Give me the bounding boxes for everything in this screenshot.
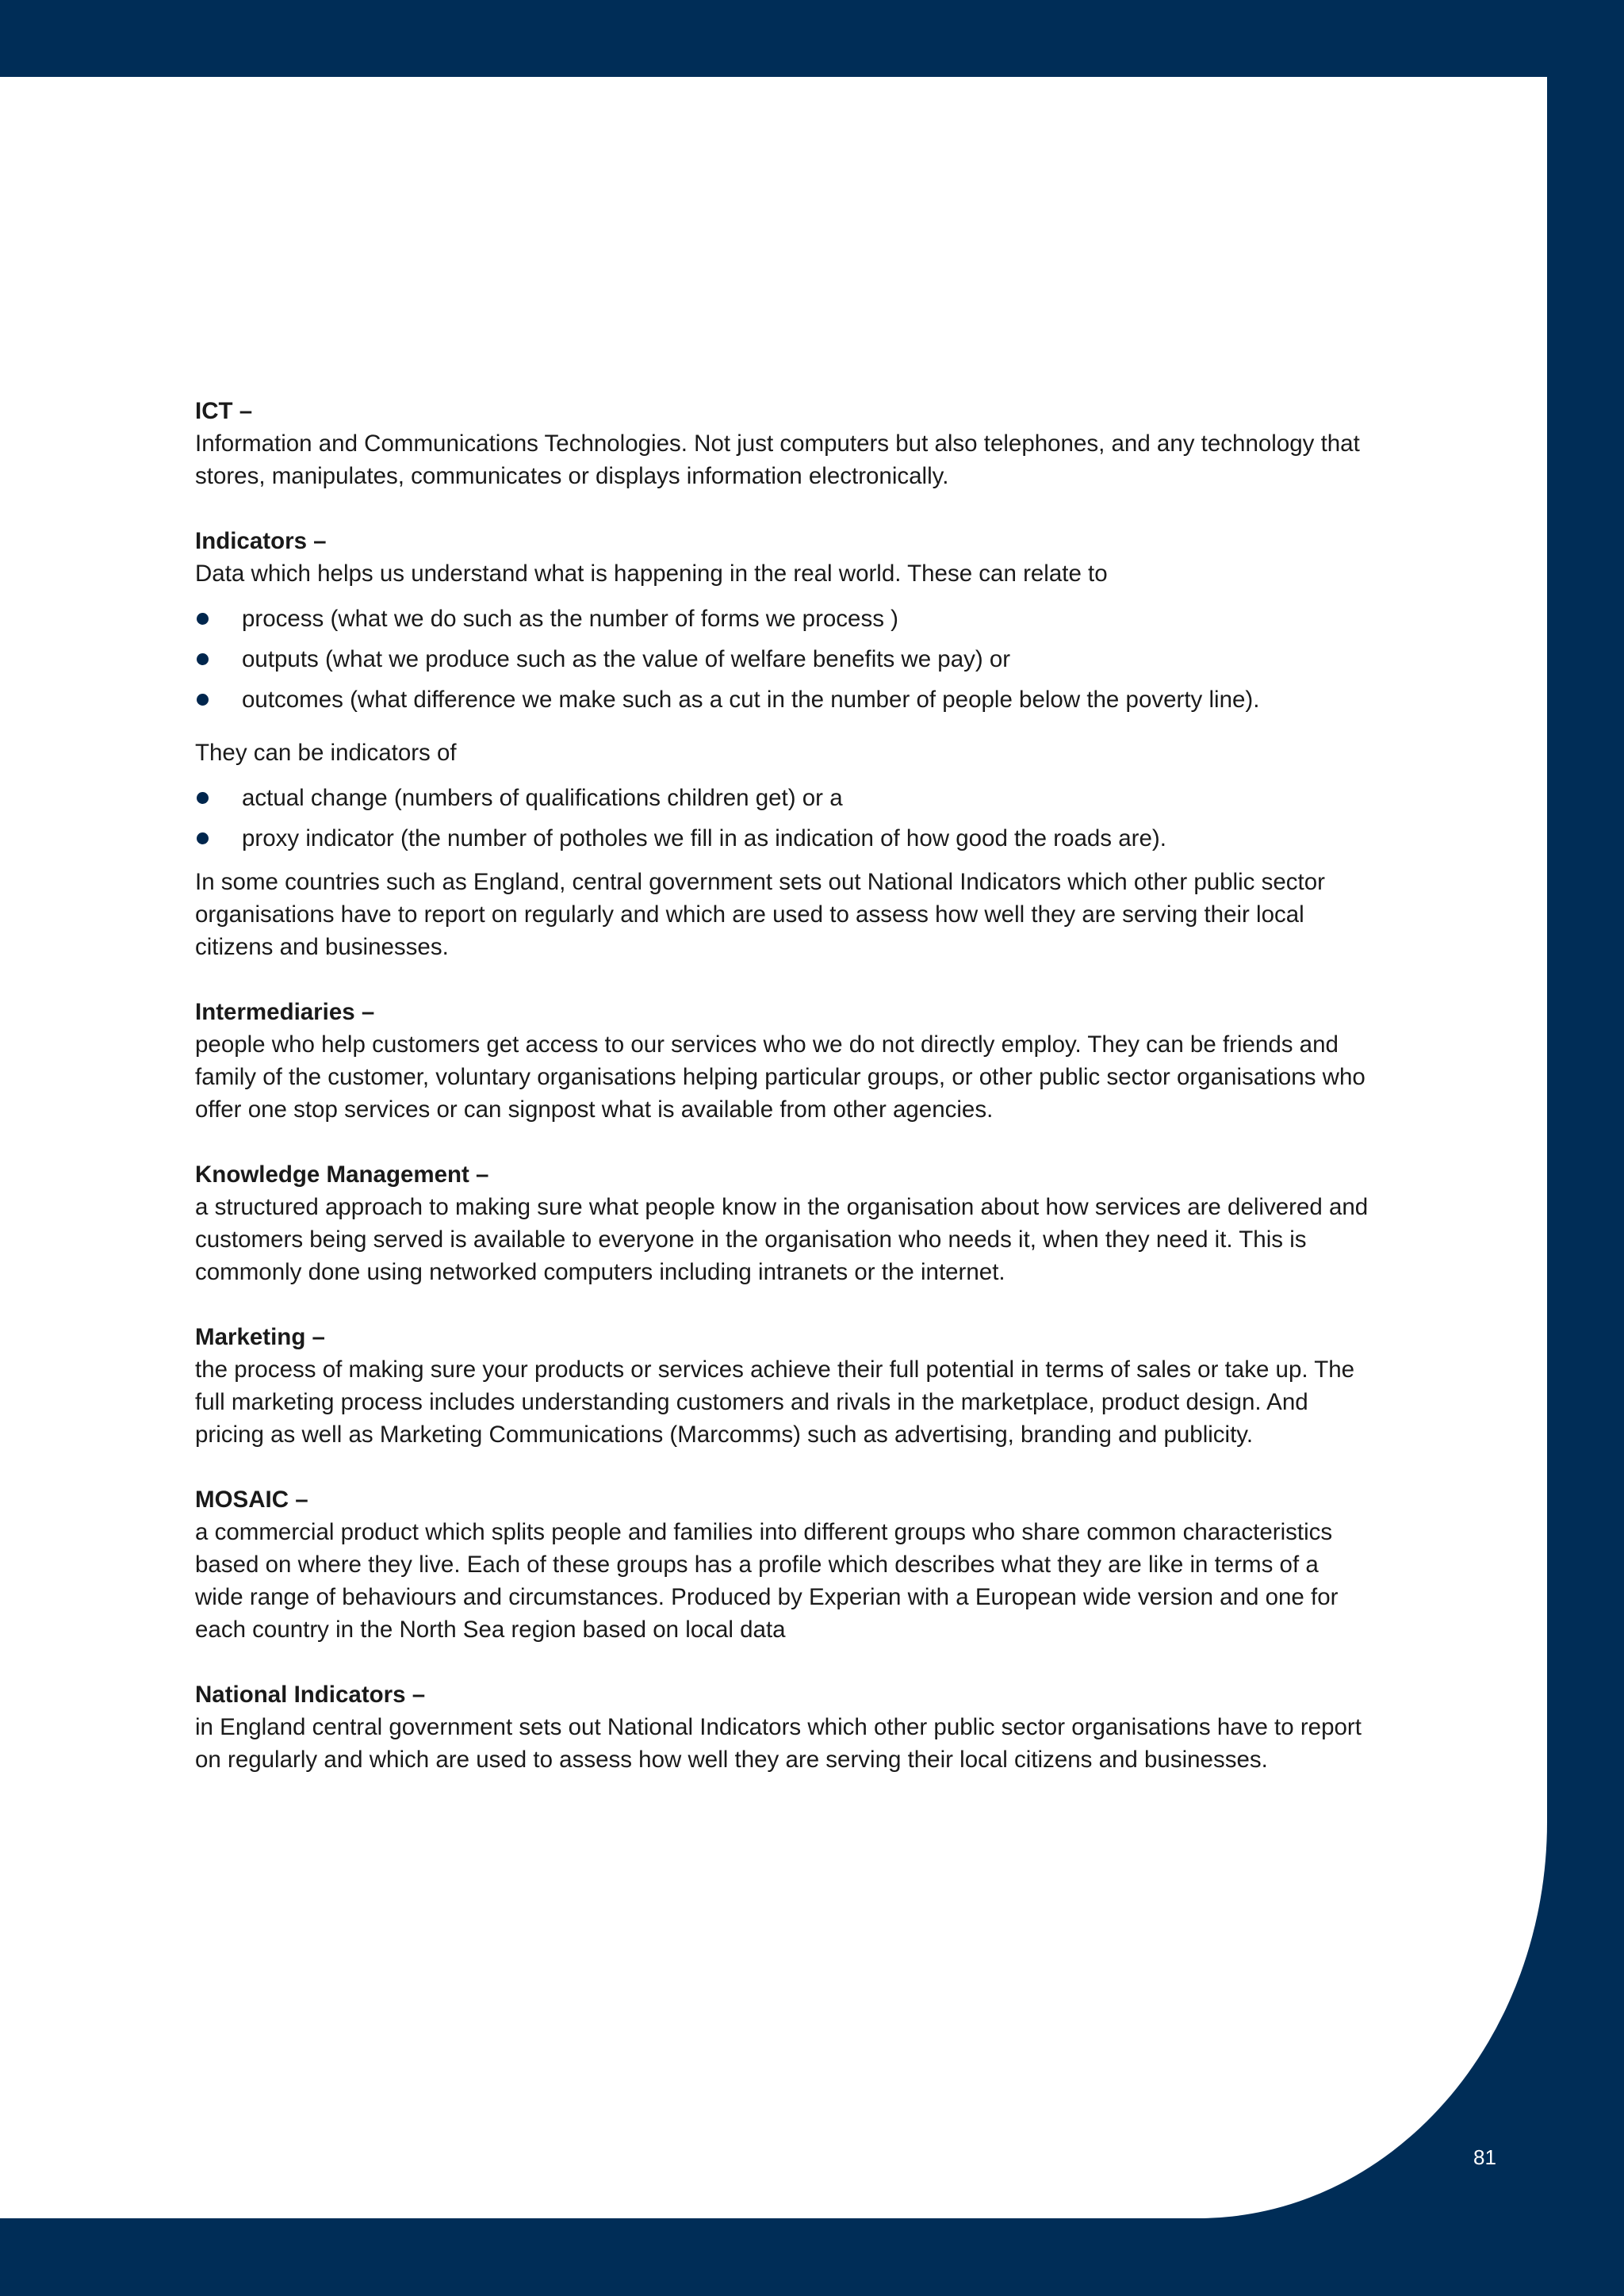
glossary-entry-intermediaries [195,996,1369,1126]
page-number: 81 [1473,2145,1496,2169]
term-marketing: Marketing – [195,1324,325,1350]
glossary-content [195,395,1369,1808]
list-item [195,603,1369,635]
glossary-entry-ict [195,395,1369,492]
definition-ict: Information and Communications Technologies. Not just computers but also telephones, and any technology that stores, manipulates, communicates or displays information electronically. [195,430,1360,489]
list-item [195,643,1369,675]
glossary-entry-marketing [195,1321,1369,1451]
definition-marketing: the process of making sure your products or services achieve their full potential in terms of sales or take up. The full marketing process includes understanding customers and rivals in the marketplace, product design. And pricing as well as Marketing Communications (Marcomms) such as advertising, branding and publicity. [195,1357,1355,1448]
indicators-bullet-list-2 [195,782,1369,855]
list-item [195,683,1369,716]
definition-knowledge-management: a structured approach to making sure what people know in the organisation about how services are delivered and customers being served is available to everyone in the organisation who needs it, when they need it. This is commonly done using networked computers including intranets or the internet. [195,1194,1369,1285]
term-intermediaries: Intermediaries – [195,999,375,1025]
indicators-bullet-list-1 [195,603,1369,716]
term-knowledge-management: Knowledge Management – [195,1161,489,1188]
term-ict: ICT – [195,398,253,424]
term-indicators: Indicators – [195,528,327,554]
bullet-dot-icon [197,792,209,804]
list-item-text: process (what we do such as the number of forms we process ) [242,606,898,632]
indicators-closing-paragraph: In some countries such as England, central government sets out National Indicators which other public sector organisations have to report on regularly and which are used to assess how well they are serving their local citizens and businesses. [195,869,1325,960]
list-item [195,782,1369,814]
term-national-indicators: National Indicators – [195,1682,426,1708]
glossary-entry-indicators [195,525,1369,963]
definition-indicators-intro: Data which helps us understand what is happening in the real world. These can relate to [195,561,1108,587]
indicators-subhead: They can be indicators of [195,740,457,766]
glossary-entry-knowledge-management [195,1158,1369,1288]
bullet-dot-icon [197,653,209,665]
list-item-text: outputs (what we produce such as the value of welfare benefits we pay) or [242,646,1011,672]
bullet-dot-icon [197,694,209,706]
list-item-text: proxy indicator (the number of potholes we fill in as indication of how good the roads are). [242,825,1166,851]
list-item-text: actual change (numbers of qualifications children get) or a [242,785,843,811]
glossary-entry-mosaic [195,1483,1369,1646]
definition-intermediaries: people who help customers get access to our services who we do not directly employ. They can be friends and family of the customer, voluntary organisations helping particular groups, or other public sector organisations who offer one stop services or can signpost what is available from other agencies. [195,1031,1365,1123]
definition-national-indicators: in England central government sets out National Indicators which other public sector organisations have to report on regularly and which are used to assess how well they are serving their local citizens and businesses. [195,1714,1362,1773]
definition-mosaic: a commercial product which splits people and families into different groups who share common characteristics based on where they live. Each of these groups has a profile which describes what they are like in terms of a wide range of behaviours and circumstances. Produced by Experian with a European wide version and one for each country in the North Sea region based on local data [195,1519,1339,1643]
list-item-text: outcomes (what difference we make such as a cut in the number of people below the poverty line). [242,687,1260,713]
glossary-entry-national-indicators [195,1678,1369,1776]
list-item [195,822,1369,855]
bullet-dot-icon [197,613,209,625]
bullet-dot-icon [197,832,209,844]
term-mosaic: MOSAIC – [195,1487,308,1513]
